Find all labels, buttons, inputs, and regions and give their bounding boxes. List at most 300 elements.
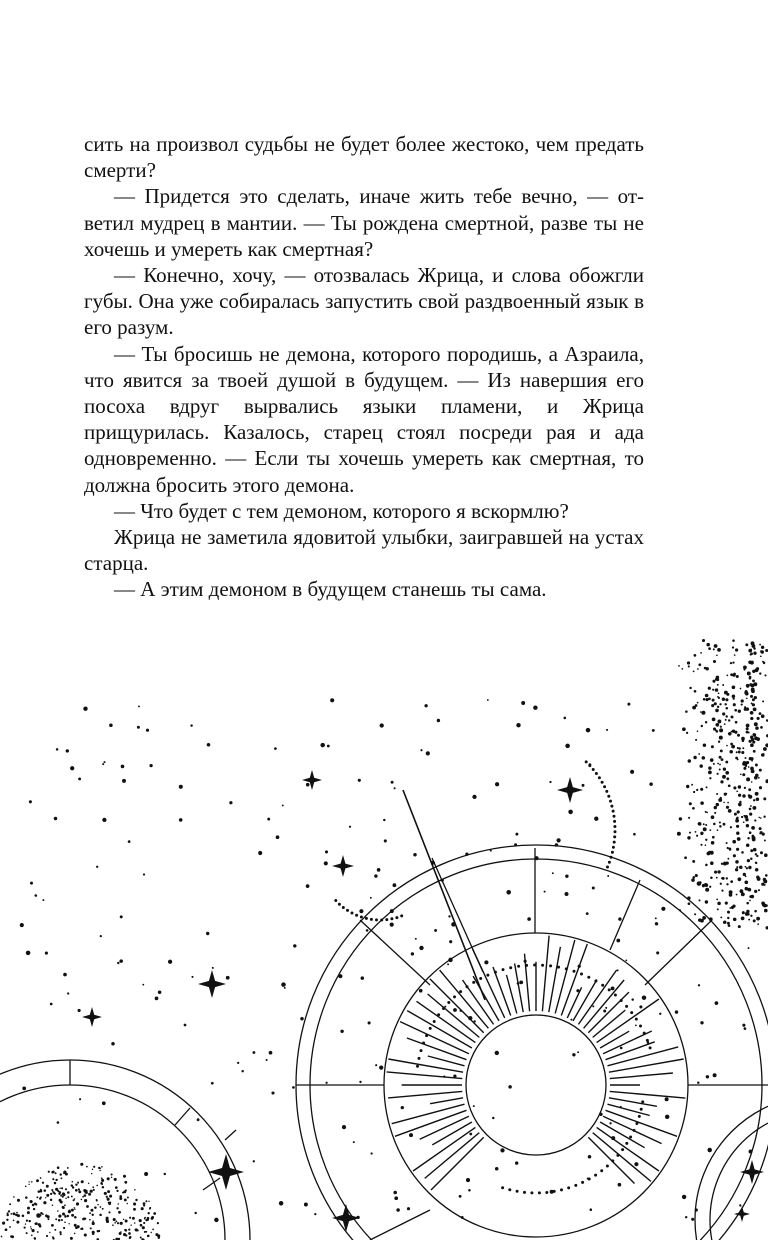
star-dot [145,1231,147,1233]
star-dot [750,849,753,852]
ray-line [610,880,640,950]
star-dot [731,745,735,749]
star-dot [753,848,757,852]
star-dot [759,644,761,646]
star-dot [716,877,718,879]
star-dot [419,946,423,950]
star-dot [695,1208,698,1211]
star-dot [16,1221,19,1224]
star-dot [757,877,761,881]
sunburst-ray [606,1110,678,1136]
star-dot [716,654,718,656]
star-dot [444,1006,446,1008]
star-dot [743,761,746,764]
star-dot [713,1073,717,1077]
star-dot [578,965,581,968]
star-dot [761,714,765,718]
star-dot [576,989,579,992]
ray-line [370,1210,430,1240]
star-dot [572,1053,575,1056]
star-dot [368,1021,371,1024]
star-dot [749,831,752,834]
star-dot [719,756,722,759]
star-dot [383,819,385,821]
star-dot [741,704,743,706]
star-dot [86,1205,89,1208]
star-dot [598,776,601,779]
left-wheel-inner-ring [0,1085,225,1240]
star-dot [10,1213,12,1215]
star-dot [91,1214,93,1216]
star-dot [700,801,704,805]
star-dot [618,1183,622,1187]
star-dot [705,824,707,826]
star-dot [31,1181,33,1183]
star-dot [708,697,711,700]
star-dot [710,861,714,865]
star-dot [431,861,435,865]
star-dot [61,1219,63,1221]
star-dot [705,900,708,903]
star-dot [81,1180,84,1183]
star-dot [57,1210,59,1212]
star-dot [86,1166,88,1168]
star-dot [757,923,759,925]
star-dot [727,922,730,925]
star-dot [96,1200,98,1202]
star-dot [22,1087,26,1091]
star-dot [713,763,715,765]
star-dot [732,695,736,699]
star-dot [643,1032,646,1035]
star-dot [718,697,720,699]
star-dot [114,1178,117,1181]
star-dot [758,817,760,819]
star-dot [631,998,633,1000]
star-dot [64,1204,66,1206]
star-dot [5,1228,8,1231]
star-dot [395,916,398,919]
star-dot [360,916,363,919]
star-dot [75,1189,78,1192]
star-dot [106,1220,109,1223]
star-dot [133,1208,136,1211]
star-dot [746,902,749,905]
star-dot [715,723,719,727]
star-dot [28,1184,29,1185]
star-dot [695,874,698,877]
star-dot [611,1159,614,1162]
star-dot [574,1184,577,1187]
star-dot [750,654,752,656]
star-dot [55,1218,57,1220]
star-dot [722,877,725,880]
star-dot [682,1195,686,1199]
star-dot [746,684,750,688]
star-dot [723,823,726,826]
star-dot [737,747,739,749]
star-dot [627,703,630,706]
star-dot [50,1003,53,1006]
star-dot [718,741,720,743]
star-dot [54,1193,56,1195]
star-dot [13,1196,15,1198]
star-dot [716,899,718,901]
star-dot [708,770,712,774]
star-dot [730,826,732,828]
star-dot [754,776,758,780]
star-dot [469,1133,472,1136]
star-dot [52,1236,54,1238]
star-dot [418,1057,421,1060]
star-dot [716,803,719,806]
star-dot [390,909,394,913]
star-dot [595,772,598,775]
star-dot [609,1122,611,1124]
star-dot [7,1214,9,1216]
star-dot [124,1181,127,1184]
star-dot [453,1074,456,1077]
star-dot [738,751,741,754]
star-dot [639,1005,642,1008]
star-dot [689,802,692,805]
paragraph-2: — Придется это сделать, иначе жить тебе вечно, — ответил мудрец в мантии. — Ты рождена смертной, разве ты не хочешь и умереть как смертная? [84,184,644,261]
star-dot [702,884,705,887]
star-dot [743,815,745,817]
star-dot [102,818,106,822]
star-dot [744,787,746,789]
star-dot [51,1189,53,1191]
star-dot [300,1017,303,1020]
star-dot [90,1227,92,1229]
star-dot [118,1211,121,1214]
star-dot [691,784,693,786]
star-dot [725,793,727,795]
star-dot [385,918,388,921]
star-dot [754,722,758,726]
star-dot [588,764,591,767]
star-dot [103,761,105,763]
star-dot [762,903,765,906]
star-dot [113,1218,116,1221]
star-dot [736,866,738,868]
star-dot [72,1181,74,1183]
star-dot [745,757,747,759]
star-dot [468,1016,472,1020]
star-dot [675,1010,678,1013]
ray-line [645,920,712,985]
star-dot [325,1082,327,1084]
star-dot [67,1167,69,1169]
star-dot [742,1024,745,1027]
star-dot [514,843,517,846]
star-dot [461,1216,464,1219]
star-dot [26,1232,28,1234]
four-point-star [198,970,226,998]
star-dot [155,1233,158,1236]
star-dot [752,806,756,810]
ray-line [225,1130,236,1140]
star-dot [677,832,681,836]
star-dot [47,1215,50,1218]
star-dot [128,1232,131,1235]
star-dot [754,696,757,699]
star-dot [25,1185,27,1187]
star-dot [57,1166,60,1169]
star-dot [101,1184,103,1186]
star-dot [715,1001,719,1005]
star-dot [748,919,750,921]
star-dot [709,917,713,921]
star-dot [646,1039,649,1042]
star-dot [76,1202,79,1205]
star-dot [94,1206,97,1209]
star-dot [616,939,620,943]
star-dot [705,864,708,867]
star-dot [226,976,230,980]
star-dot [6,1219,8,1221]
star-dot [692,807,695,810]
star-dot [52,1171,54,1173]
star-dot [733,854,736,857]
star-dot [717,870,720,873]
star-dot [752,680,755,683]
star-dot [749,813,752,816]
star-dot [380,919,383,922]
sunburst-ray [600,1031,629,1048]
star-dot [745,690,748,693]
star-dot [700,652,702,654]
sunburst-ray [606,1042,655,1060]
star-dot [733,786,736,789]
star-dot [587,976,590,979]
star-dot [502,968,505,971]
star-dot [760,851,763,854]
star-dot [32,1229,35,1232]
star-dot [206,932,209,935]
star-dot [538,1191,541,1194]
star-dot [25,1196,28,1199]
star-dot [411,952,414,955]
star-dot [691,878,695,882]
star-dot [557,966,560,969]
star-dot [46,1194,49,1197]
star-dot [582,784,585,787]
star-dot [754,910,757,913]
star-dot [763,878,766,881]
star-dot [712,836,715,839]
star-dot [685,710,688,713]
star-dot [746,724,750,728]
sunburst-ray [388,1059,463,1072]
star-dot [28,1181,29,1182]
star-dot [409,1133,413,1137]
star-dot [594,817,598,821]
star-dot [495,1051,499,1055]
star-dot [108,1211,110,1213]
star-dot [630,770,634,774]
star-dot [606,729,608,731]
star-dot [719,821,721,823]
star-dot [100,1206,102,1208]
star-dot [74,1216,77,1219]
star-dot [101,1177,103,1179]
sunburst-ray [430,1098,463,1104]
star-dot [96,1185,98,1187]
star-dot [717,706,719,708]
star-dot [716,676,720,680]
celestial-chart-illustration [0,590,768,1240]
star-dot [126,1203,128,1205]
star-dot [16,1212,18,1214]
star-dot [742,747,744,749]
star-dot [730,880,733,883]
star-dot [728,784,731,787]
star-dot [727,858,729,860]
star-dot [588,1178,591,1181]
star-dot [190,724,192,726]
star-dot [400,914,403,917]
star-dot [556,838,560,842]
star-dot [714,871,717,874]
star-dot [57,1121,60,1124]
star-dot [753,733,757,737]
four-point-star [734,1206,750,1222]
star-dot [689,832,691,834]
star-dot [390,923,394,927]
star-dot [437,1013,440,1016]
star-dot [142,984,144,986]
star-dot [31,1234,33,1236]
star-dot [728,719,730,721]
star-dot [608,988,611,991]
star-dot [490,850,492,852]
sunburst-ray [425,1133,480,1179]
star-dot [747,672,751,676]
star-dot [603,1010,606,1013]
star-dot [568,810,573,815]
star-dot [168,960,172,964]
star-dot [732,685,736,689]
star-dot [748,649,752,653]
star-dot [555,843,559,847]
star-dot [738,785,741,788]
star-dot [726,842,728,844]
star-dot [484,960,488,964]
star-dot [724,691,728,695]
star-dot [7,1212,9,1214]
star-dot [749,808,752,811]
star-dot [519,980,523,984]
star-dot [736,832,739,835]
star-dot [17,1214,20,1217]
star-dot [719,764,721,766]
star-dot [384,839,387,842]
star-dot [407,1207,410,1210]
star-dot [703,743,706,746]
star-dot [721,863,723,865]
star-dot [59,1187,60,1188]
star-dot [521,701,525,705]
star-dot [760,655,762,657]
star-dot [753,652,756,655]
star-dot [30,882,33,885]
star-dot [754,819,756,821]
star-dot [738,925,741,928]
star-dot [609,800,612,803]
sunburst-ray [561,944,587,1016]
sunburst-ray [610,1073,673,1079]
star-dot [729,893,733,897]
star-dot [466,1178,470,1182]
four-point-star [332,1204,360,1232]
star-dot [42,899,44,901]
star-dot [614,994,617,997]
star-dot [743,666,747,670]
star-dot [698,984,700,986]
star-dot [91,1209,94,1212]
star-dot [293,944,296,947]
star-dot [703,827,707,831]
star-dot [93,1189,95,1191]
star-dot [116,1190,118,1192]
star-dot [46,1185,49,1188]
star-dot [20,923,24,927]
star-dot [133,1202,136,1205]
star-dot [710,876,713,879]
star-dot [306,884,310,888]
star-dot [659,1013,661,1015]
star-dot [748,866,751,869]
star-dot [42,1182,44,1184]
star-dot [737,759,739,761]
star-dot [567,1186,570,1189]
star-dot [738,710,741,713]
star-dot [449,940,452,943]
star-dot [377,868,381,872]
star-dot [434,929,437,932]
star-dot [65,1198,66,1199]
star-dot [276,835,280,839]
star-dot [359,1081,361,1083]
star-dot [610,805,613,808]
star-dot [750,805,752,807]
star-dot [365,917,368,920]
star-dot [70,1237,73,1240]
star-dot [639,1025,642,1028]
star-dot [118,1203,119,1204]
star-dot [141,1207,144,1210]
star-dot [705,721,707,723]
star-dot [748,795,752,799]
star-dot [746,777,750,781]
star-dot [686,732,688,734]
star-dot [314,1213,316,1215]
star-dot [144,1217,146,1219]
star-dot [700,844,702,846]
star-dot [656,951,659,954]
star-dot [71,1214,74,1217]
star-dot [109,1195,112,1198]
star-dot [55,1188,58,1191]
star-dot [611,1136,615,1140]
star-dot [197,1118,200,1121]
star-dot [705,839,707,841]
star-dot [681,668,683,670]
star-dot [393,1191,397,1195]
star-dot [63,1171,66,1174]
star-dot [100,935,102,937]
